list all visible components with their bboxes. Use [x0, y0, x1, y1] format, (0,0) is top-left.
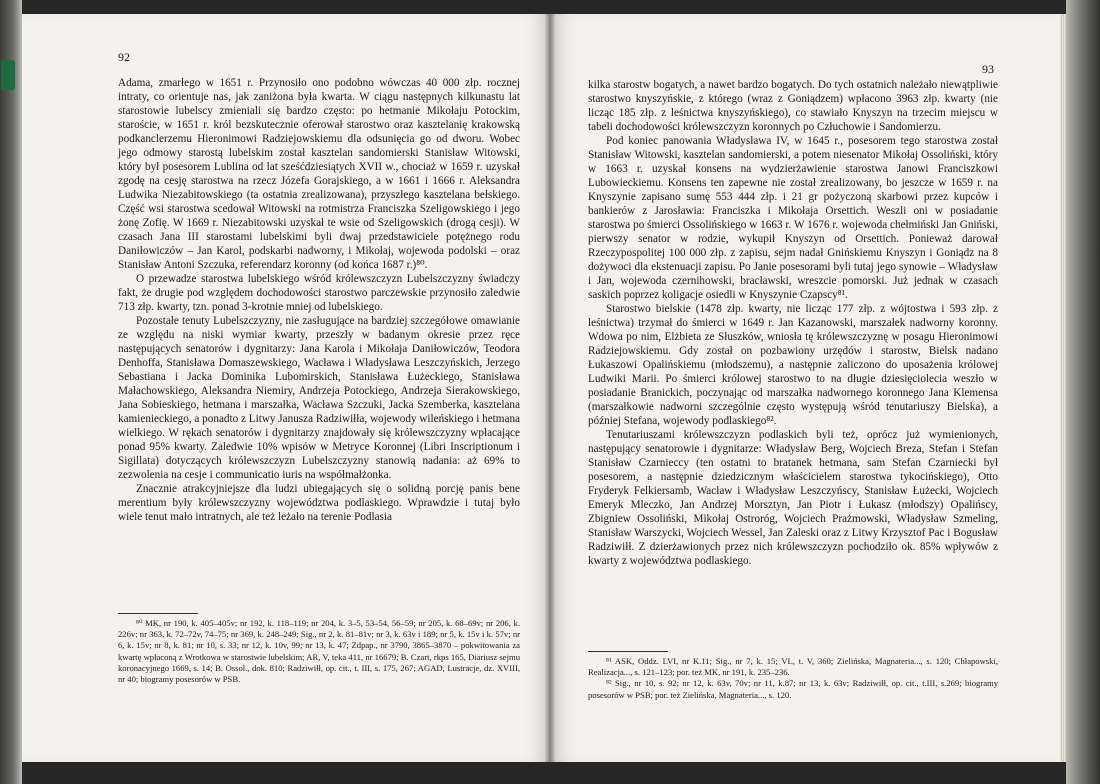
paragraph: Pod koniec panowania Władysława IV, w 1645 r., posesorem tego starostwa został Stanisław Witowski, kasztelan sandomierski, a potem niesenator Mikołaj Ossoliński, który w 1663 r. uzyskał konsens na wydzierżawienie starostwa Janowi Franciszkowi Lubowieckiemu. Konsens ten zapewne nie został zrealizowany, bo jeszcze w 1659 r. na Knyszynie zapisano sumę 553 444 złp. i 21 gr pożyczoną skarbowi przez kupców i bankierów z Jarosławia: Franciszka i Mikołaja Orsettich. Weszli oni w posiadanie starostwa po śmierci Ossolińskiego w 1663 r. W 1676 r. wojewoda chełmiński Jan Gniński, pierwszy senator w rodzie, wykupił Knyszyn od Orsettich. Ponieważ darował Rzeczypospolitej 100 000 złp. z zapisu, sejm nadał Gnińskiemu Knyszyn i Goniądz na 8 dożywoci dla ekstenuacji zapisu. Po Janie posesorami byli tutaj jego synowie – Władysław i Jan, wojewoda czernihowski, bracławski, wreszcie pomorski. Już jednak w czasach saskich poprzez koligacje osiedli w Knyszynie Czapscy⁸¹. [588, 135, 998, 301]
left-footnotes [118, 618, 520, 685]
paragraph: kilka starostw bogatych, a nawet bardzo bogatych. Do tych ostatnich należało niewątpliwie starostwo knyszyńskie, z którego (wraz z Goniądzem) wpłacono 3963 złp. kwarty (nie licząc 185 złp. z leśnictwa knyszyńskiego), co stawiało Knyszyn na trzecim miejscu w tabeli dochodowości królewszczyzn koronnych po Człuchowie i Sandomierzu. [588, 79, 998, 133]
right-page [550, 14, 1066, 762]
paragraph: Tenutariuszami królewszczyzn podlaskich byli też, oprócz już wymienionych, następujący senatorowie i dygnitarze: Władysław Berg, Wojciech Breza, Stefan i Stefan Stanisław Czarnieccy (ten ostatni to bratanek hetmana, sam Stefan Czarniecki był posesorem, a następnie dziedzicznym właścicielem starostwa tykocińskiego), Otto Fryderyk Felkiersamb, Wacław i Władysław Leszczyńscy, Stanisław Łużecki, Wojciech Emeryk Mleczko, Jan Andrzej Morsztyn, Jan Piotr i Łukasz (młodszy) Opalińscy, Zbigniew Ossoliński, Mikołaj Ostroróg, Wojciech Prażmowski, Władysław Szmeling, Stanisław Warszycki, Wojciech Wessel, Jan Zaleski oraz z Litwy Krzysztof Pac i Bogusław Radziwiłł. Z dzierżawionych przez nich królewszczyzn pochodziło ok. 85% wpływów z kwarty z województwa podlaskiego. [588, 429, 998, 567]
left-body-text [118, 76, 520, 524]
paragraph: Starostwo bielskie (1478 złp. kwarty, nie licząc 177 złp. z wójtostwa i 593 złp. z leśnictwa) trzymał do śmierci w 1649 r. Jan Kazanowski, marszałek nadworny koronny. Wdowa po nim, Elżbieta ze Słuszków, wniosła tę królewszczyznę w posagu Hieronimowi Radziejowskiemu. Gdy został on pozbawiony urzędów i starostw, Bielsk nadano Łukaszowi Opalińskiemu (młodszemu), a następnie zaliczono do uposażenia królowej Ludwiki Marii. Po śmierci królowej starostwo to na długie dziesięciolecia weszło w posiadanie Branickich, poczynając od marszałka nadwornego koronnego Jana Klemensa (marszałkowie nadworni szczególnie często występują wśród tenutariuszy Bielska), a później Stefana, wojewody podlaskiego⁸². [588, 303, 998, 427]
page-number-right: 93 [982, 62, 994, 76]
paragraph: Pozostałe tenuty Lubelszczyzny, nie zasługujące na bardziej szczegółowe omawianie ze względu na niski wymiar kwarty, przeszły w badanym okresie przez ręce następujących senatorów i dygnitarzy: Jana Karola i Mikołaja Daniłowiczów, Teodora Denhoffa, Stanisława Domaszewskiego, Wacława i Władysława Leszczyńskich, Jerzego Sebastiana i Jacka Dominika Lubomirskich, Stanisława Łużeckiego, Stanisława Małachowskiego, Aleksandra Niemiry, Andrzeja Potockiego, Andrzeja Sierakowskiego, Jana Sobieskiego, hetmana i marszałka, Wacława Szczuki, Jacka Szemberka, kasztelana kamienieckiego, a ponadto z Litwy Janusza Radziwiłła, wojewody wileńskiego i hetmana wielkiego. W rękach senatorów i dygnitarzy znajdowały się królewszczyzny wpłacające ponad 95% kwarty. Zaledwie 10% wpisów w Metryce Koronnej (Libri Inscriptionum i Sigillata) dotyczących królewszczyzn Lubelszczyzny stanowią nadania: aż 69% to zezwolenia na cesje i communicatio iuris na współmałżonka. [118, 315, 521, 481]
footnote: ⁸² Sig., nr 10, s. 92; nr 12, k. 63v, 70v; nr 11, k.87; nr 13, k. 63v; Radziwiłł, op. cit., t.III, s.269; biogramy posesorów w PSB; por. też Zielińska, Magnateria..., s. 120. [588, 678, 998, 700]
scan-edge-right [1066, 0, 1100, 784]
right-footnotes [588, 656, 998, 701]
footnote: ⁸¹ ASK, Oddz. LVI, nr K.11; Sig., nr 7, k. 15; VL, t. V, 360; Zielińska, Magnateria..., s. 120; Chłapowski, Realizacja..., s. 121–123; por. też MK, nr 191, k. 235–236. [588, 656, 998, 678]
paragraph: Znacznie atrakcyjniejsze dla ludzi ubiegających się o solidną porcję panis bene merentium były królewszczyzny województwa podlaskiego. Wprawdzie i tutaj było wiele tenut mało intratnych, ale też leżało na terenie Podlasia [118, 483, 520, 523]
footnote-rule [588, 651, 668, 652]
footnote-rule [118, 613, 198, 614]
footnote: ⁸⁰ MK, nr 190, k. 405–405v; nr 192, k. 118–119; nr 204, k. 3–5, 53–54, 56–59; nr 205, k. 68–69v; nr 206, k. 226v; nr 363, k. 72–72v, 74–75; nr 369, k. 248–249; Sig., nr 2, k. 81–81v; nr 3, k. 63v i 189; nr 5, k. 15v i k. 57v; nr 6, k. 15v; nr 8, k. 81; nr 10, s. 33; nr 12, k. 10v, 99; nr 13, k. 47; Zdpap., nr 3790, 3865–3870 – pokwitowania za kwartę wpłaconą z Wrotkowa w starostwie lubelskim; AR, V, teka 411, nr 16679; B. Czart, rkps 165, Diariusz sejmu koronacyjnego 1669, s. 14; B. Ossol., dok. 810; Radziwiłł, op. cit., t. III, s. 175, 267; AGAD, Lustracje, dz. XVIII, nr 40; biogramy posesorów w PSB. [118, 618, 520, 685]
scan-edge-left [0, 0, 22, 784]
paragraph: O przewadze starostwa lubelskiego wśród królewszczyzn Lubelszczyzny świadczy fakt, że drugie pod względem dochodowości starostwo parczewskie przynosiło zaledwie 713 złp. kwarty, tzn. ponad 3-krotnie mniej od lubelskiego. [118, 273, 520, 313]
right-body-text [588, 78, 998, 568]
bookmark-tab [1, 60, 15, 90]
paragraph: Adama, zmarłego w 1651 r. Przynosiło ono podobno wówczas 40 000 złp. rocznej intraty, co orientuje nas, jak zaniżona była kwarta. W ciągu następnych kilkunastu lat starostowie lubelscy zmieniali się bardzo często: po hetmanie Mikołaju Potockim, staroście, w 1651 r. król bezskutecznie oferował starostwo oraz kasztelanię krakowską podkanclerzemu Hieronimowi Radziejowskiemu dla odsunięcia go od dworu. Wobec jego odmowy starostą lubelskim został kasztelan sandomierski Stanisław Witowski, który był posesorem Lublina od lat sześćdziesiątych XVII w., chociaż w 1659 r. uzyskał zgodę na cesję starostwa na rzecz Józefa Gorajskiego, a w 1661 i 1666 r. Aleksandra Ludwika Niezabitowskiego (ta ostatnia zrealizowana), przyszłego kasztelana bełskiego. Część wsi starostwa scedował Witowski na rotmistrza Franciszka Szeligowskiego i jego żonę Zofię. W 1669 r. Niezabitowski uzyskał te wsie od Szeligowskich (drogą cesji). W czasach Jana III starostami lubelskimi byli dwaj przedstawiciele potężnego rodu Daniłowiczów – Jan Karol, podskarbi nadworny, i Mikołaj, wojewoda podolski – oraz Stanisław Antoni Szczuka, referendarz koronny (od końca 1687 r.)⁸⁰. [118, 77, 520, 271]
page-number-left: 92 [118, 50, 130, 64]
book-gutter [545, 14, 555, 762]
left-page [22, 14, 550, 762]
